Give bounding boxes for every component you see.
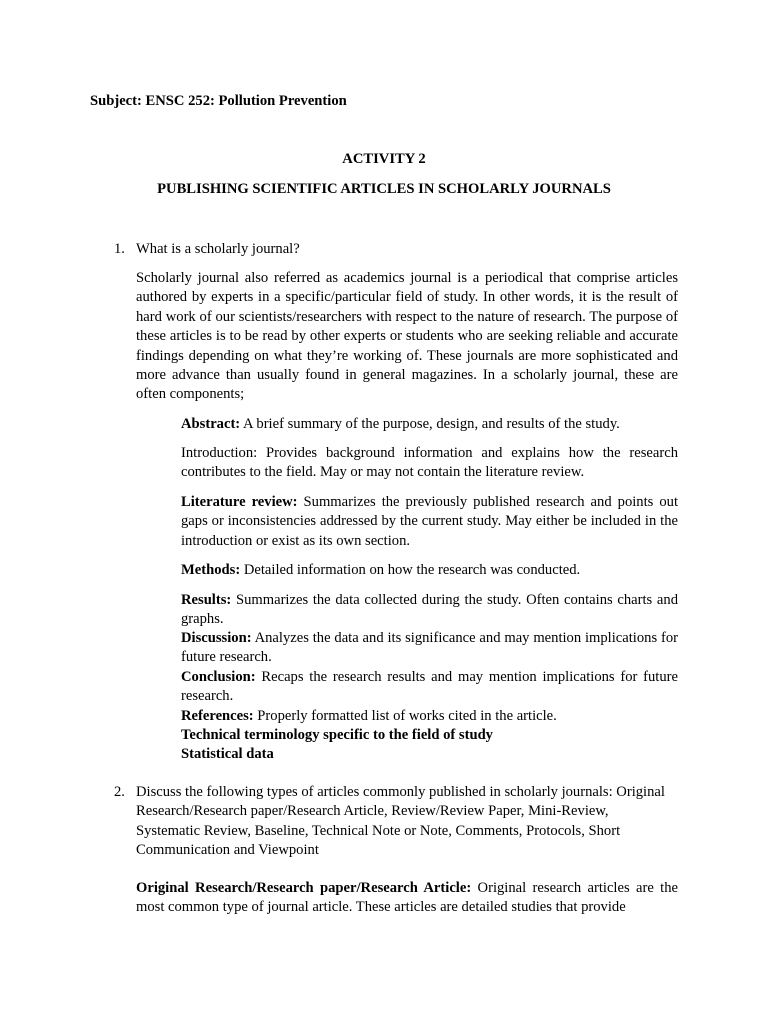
main-title: PUBLISHING SCIENTIFIC ARTICLES IN SCHOLARLY JOURNALS xyxy=(157,181,611,197)
question-2-text: Discuss the following types of articles commonly published in scholarly journals: Original Research/Research paper/Research Article, Review/Review Paper, Mini-Review, Systematic Review, Baseline, Technical Note or Note, Comments, Protocols, Short Communication and Viewpoint xyxy=(136,784,665,859)
question-2-number: 2. xyxy=(114,784,125,800)
component-term: Literature review: xyxy=(181,494,298,510)
component-desc: Detailed information on how the research was conducted. xyxy=(240,562,581,578)
component-desc: Introduction: Provides background information and explains how the research contributes to the field. May or may not contain the literature review. xyxy=(181,445,678,481)
component-term: Results: xyxy=(181,592,232,608)
component-literature-review xyxy=(181,493,678,551)
component-term: Statistical data xyxy=(181,746,274,762)
article-type-term: Original Research/Research paper/Research Article: xyxy=(136,880,472,896)
component-technical-terminology xyxy=(181,726,678,745)
component-references xyxy=(181,707,678,726)
component-desc: Summarizes the previously published research and points out gaps or inconsistencies addressed by the current study. May either be included in the introduction or exist as its own section. xyxy=(181,494,678,549)
question-2-answer xyxy=(136,879,678,918)
component-abstract xyxy=(181,415,678,434)
subject-line: Subject: ENSC 252: Pollution Prevention xyxy=(90,93,347,109)
question-1-text: What is a scholarly journal? xyxy=(136,241,300,257)
component-term: Methods: xyxy=(181,562,241,578)
component-methods xyxy=(181,561,678,580)
component-desc: Recaps the research results and may mention implications for future research. xyxy=(181,669,678,705)
component-introduction xyxy=(181,444,678,483)
component-statistical-data xyxy=(181,745,678,764)
component-term: Technical terminology specific to the field of study xyxy=(181,727,493,743)
component-discussion xyxy=(181,629,678,668)
component-desc: Analyzes the data and its significance and may mention implications for future research. xyxy=(181,630,678,666)
activity-title: ACTIVITY 2 xyxy=(342,151,426,167)
component-term: References: xyxy=(181,708,254,724)
component-desc: Properly formatted list of works cited in the article. xyxy=(253,708,557,724)
component-desc: Summarizes the data collected during the study. Often contains charts and graphs. xyxy=(181,592,678,628)
component-conclusion xyxy=(181,668,678,707)
component-term: Discussion: xyxy=(181,630,252,646)
component-term: Conclusion: xyxy=(181,669,256,685)
component-term: Abstract: xyxy=(181,416,241,432)
question-1-number: 1. xyxy=(114,241,125,257)
component-desc: A brief summary of the purpose, design, and results of the study. xyxy=(240,416,620,432)
question-1-answer: Scholarly journal also referred as academics journal is a periodical that comprise articles authored by experts in a specific/particular field of study. In other words, it is the result of hard work of our scientists/researchers with respect to the nature of research. The purpose of these articles is to be read by other experts or students who are seeking reliable and accurate findings depending on what they’re working of. These journals are more sophisticated and more advance than usually found in general magazines. In a scholarly journal, these are often components; xyxy=(136,270,678,403)
component-results xyxy=(181,591,678,630)
article-type-desc: Original research articles are the most common type of journal article. These articles are detailed studies that provide xyxy=(136,880,678,916)
